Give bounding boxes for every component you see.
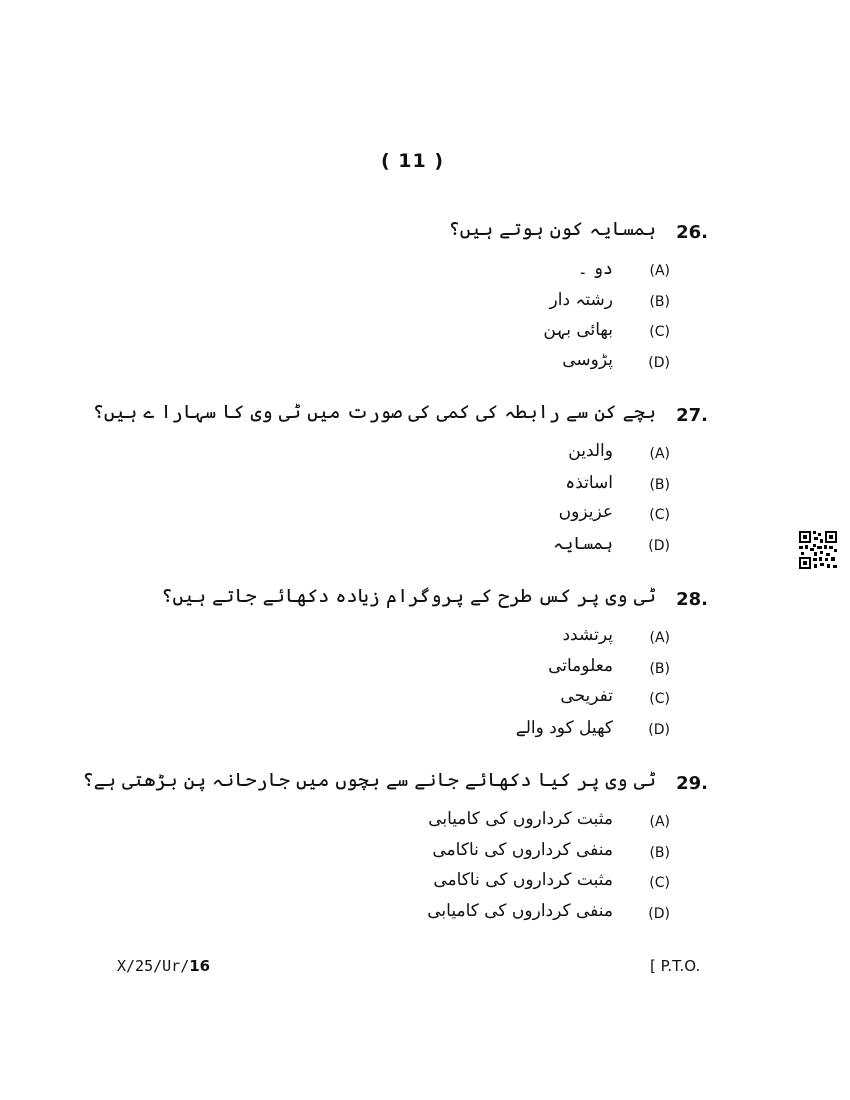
option-c xyxy=(148,685,708,716)
option-text: اساتذہ xyxy=(565,472,613,493)
option-text: معلوماتی xyxy=(548,655,613,676)
qr-code-icon xyxy=(798,530,838,570)
option-d xyxy=(148,349,708,380)
option-text: دو ۔ xyxy=(577,259,613,279)
question-27 xyxy=(92,401,708,562)
paper-code-number: 16 xyxy=(189,957,211,975)
question-text: بچے کن سے رابطہ کی کمی کی صورت میں ٹی وی کا سہارا ے ہیں؟ xyxy=(92,401,656,423)
paper-code xyxy=(117,957,210,975)
question-26 xyxy=(148,218,708,379)
option-d xyxy=(148,900,708,931)
option-b xyxy=(148,471,708,502)
option-b xyxy=(148,839,708,870)
question-text: ٹی وی پر کیا دکھائے جانے سے بچوں میں جارحانہ پن بڑھتی ہے؟ xyxy=(82,769,656,791)
option-a xyxy=(148,624,708,655)
option-label: (D) xyxy=(648,721,670,738)
page-number: ( 11 ) xyxy=(380,150,445,172)
option-label: (B) xyxy=(649,476,670,493)
question-number: 29. xyxy=(676,773,708,794)
question-number: 26. xyxy=(676,222,708,243)
option-text: کھیل کود والے xyxy=(515,717,613,738)
option-label: (D) xyxy=(648,354,670,371)
option-label: (B) xyxy=(649,844,670,861)
option-text: تفریحی xyxy=(560,686,613,707)
question-29 xyxy=(82,769,708,930)
option-d xyxy=(148,532,708,563)
option-text: بھائی بہن xyxy=(543,320,613,341)
option-label: (A) xyxy=(649,630,670,646)
option-text: منفی کرداروں کی کامیابی xyxy=(427,900,613,921)
option-label: (B) xyxy=(649,660,670,677)
option-label: (A) xyxy=(649,814,670,830)
option-label: (C) xyxy=(649,875,670,892)
option-text: رشتہ دار xyxy=(549,289,613,310)
option-text: منفی کرداروں کی ناکامی xyxy=(432,839,613,860)
option-a xyxy=(148,440,708,471)
option-label: (B) xyxy=(649,293,670,310)
option-text: عزیزوں xyxy=(558,502,613,523)
option-text: مثبت کرداروں کی ناکامی xyxy=(433,870,613,891)
question-text: ٹی وی پر کس طرح کے پروگرام زیادہ دکھائے جاتے ہیں؟ xyxy=(161,585,656,607)
option-c xyxy=(148,318,708,349)
option-label: (C) xyxy=(649,324,670,341)
question-number: 27. xyxy=(676,405,708,426)
pto-label: [ P.T.O. xyxy=(650,957,701,975)
question-number: 28. xyxy=(676,589,708,610)
option-a xyxy=(148,808,708,839)
question-text: ہمسایہ کون ہوتے ہیں؟ xyxy=(448,218,656,240)
option-text: پرتشدد xyxy=(562,625,613,645)
option-text: ہمسایہ xyxy=(553,533,613,554)
option-label: (C) xyxy=(649,691,670,708)
option-text: مثبت کرداروں کی کامیابی xyxy=(428,809,613,829)
option-b xyxy=(148,655,708,686)
option-label: (D) xyxy=(648,537,670,554)
option-d xyxy=(148,716,708,747)
option-a xyxy=(148,257,708,288)
paper-code-prefix: X/25/Ur/ xyxy=(117,957,190,975)
option-b xyxy=(148,288,708,319)
question-28 xyxy=(148,585,708,746)
option-label: (A) xyxy=(649,263,670,279)
option-label: (A) xyxy=(649,446,670,462)
option-label: (C) xyxy=(649,507,670,524)
option-text: پڑوسی xyxy=(562,349,613,370)
option-label: (D) xyxy=(648,905,670,922)
option-text: والدین xyxy=(568,441,613,461)
option-c xyxy=(148,869,708,900)
option-c xyxy=(148,501,708,532)
